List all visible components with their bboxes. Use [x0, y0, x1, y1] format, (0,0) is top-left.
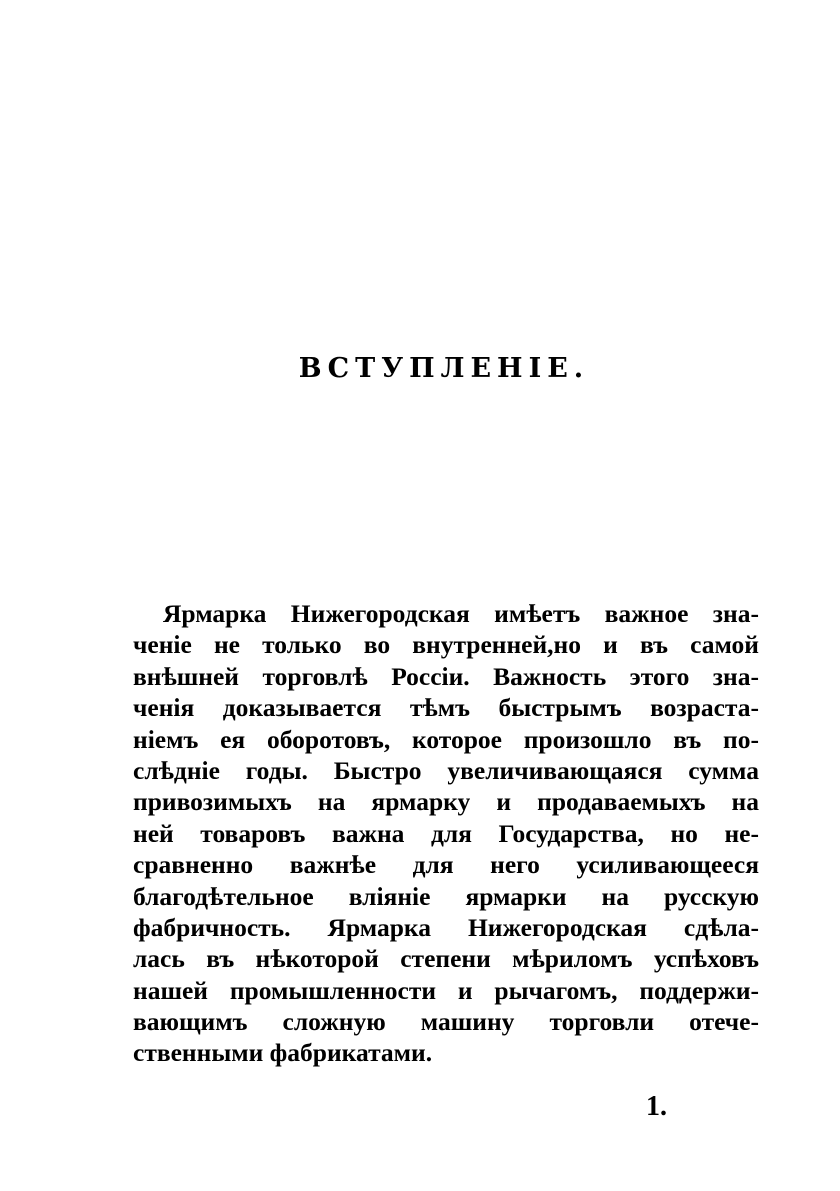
paragraph-line: сравненно важнѣе для него усиливающееся — [133, 850, 759, 880]
paragraph-line: благодѣтельное вліяніе ярмарки на русскую — [133, 881, 759, 911]
paragraph-line: ственными фабрикатами. — [133, 1038, 433, 1068]
paragraph-line: фабричность. Ярмарка Нижегородская сдѣла- — [133, 912, 759, 942]
paragraph-line: Ярмарка Нижегородская имѣетъ важное зна- — [163, 599, 759, 628]
paragraph-line: слѣдніе годы. Быстро увеличивающаяся сумма — [133, 755, 759, 785]
paragraph-line: вающимъ сложную машину торговли отече- — [133, 1007, 759, 1037]
paragraph-line: ніемъ ея оборотовъ, которое произошло въ по- — [133, 724, 759, 754]
chapter-title: ВСТУПЛЕНІЕ. — [298, 353, 590, 384]
paragraph-line: ней товаровъ важна для Государства, но не- — [133, 818, 759, 848]
paragraph-line: привозимыхъ на ярмарку и продаваемыхъ на — [133, 787, 759, 817]
page-number: 1. — [646, 1091, 667, 1122]
paragraph-line: лась въ нѣкоторой степени мѣриломъ успѣховъ — [133, 944, 759, 974]
paragraph-line: нашей промышленности и рычагомъ, поддержи- — [133, 975, 759, 1005]
paragraph-line: внѣшней торговлѣ Россіи. Важность этого зна- — [133, 661, 759, 691]
paragraph-line: ченія доказывается тѣмъ быстрымъ возраста- — [133, 693, 759, 723]
body-paragraph — [133, 598, 759, 1069]
paragraph-line: ченіе не только во внутренней,но и въ самой — [133, 630, 759, 660]
